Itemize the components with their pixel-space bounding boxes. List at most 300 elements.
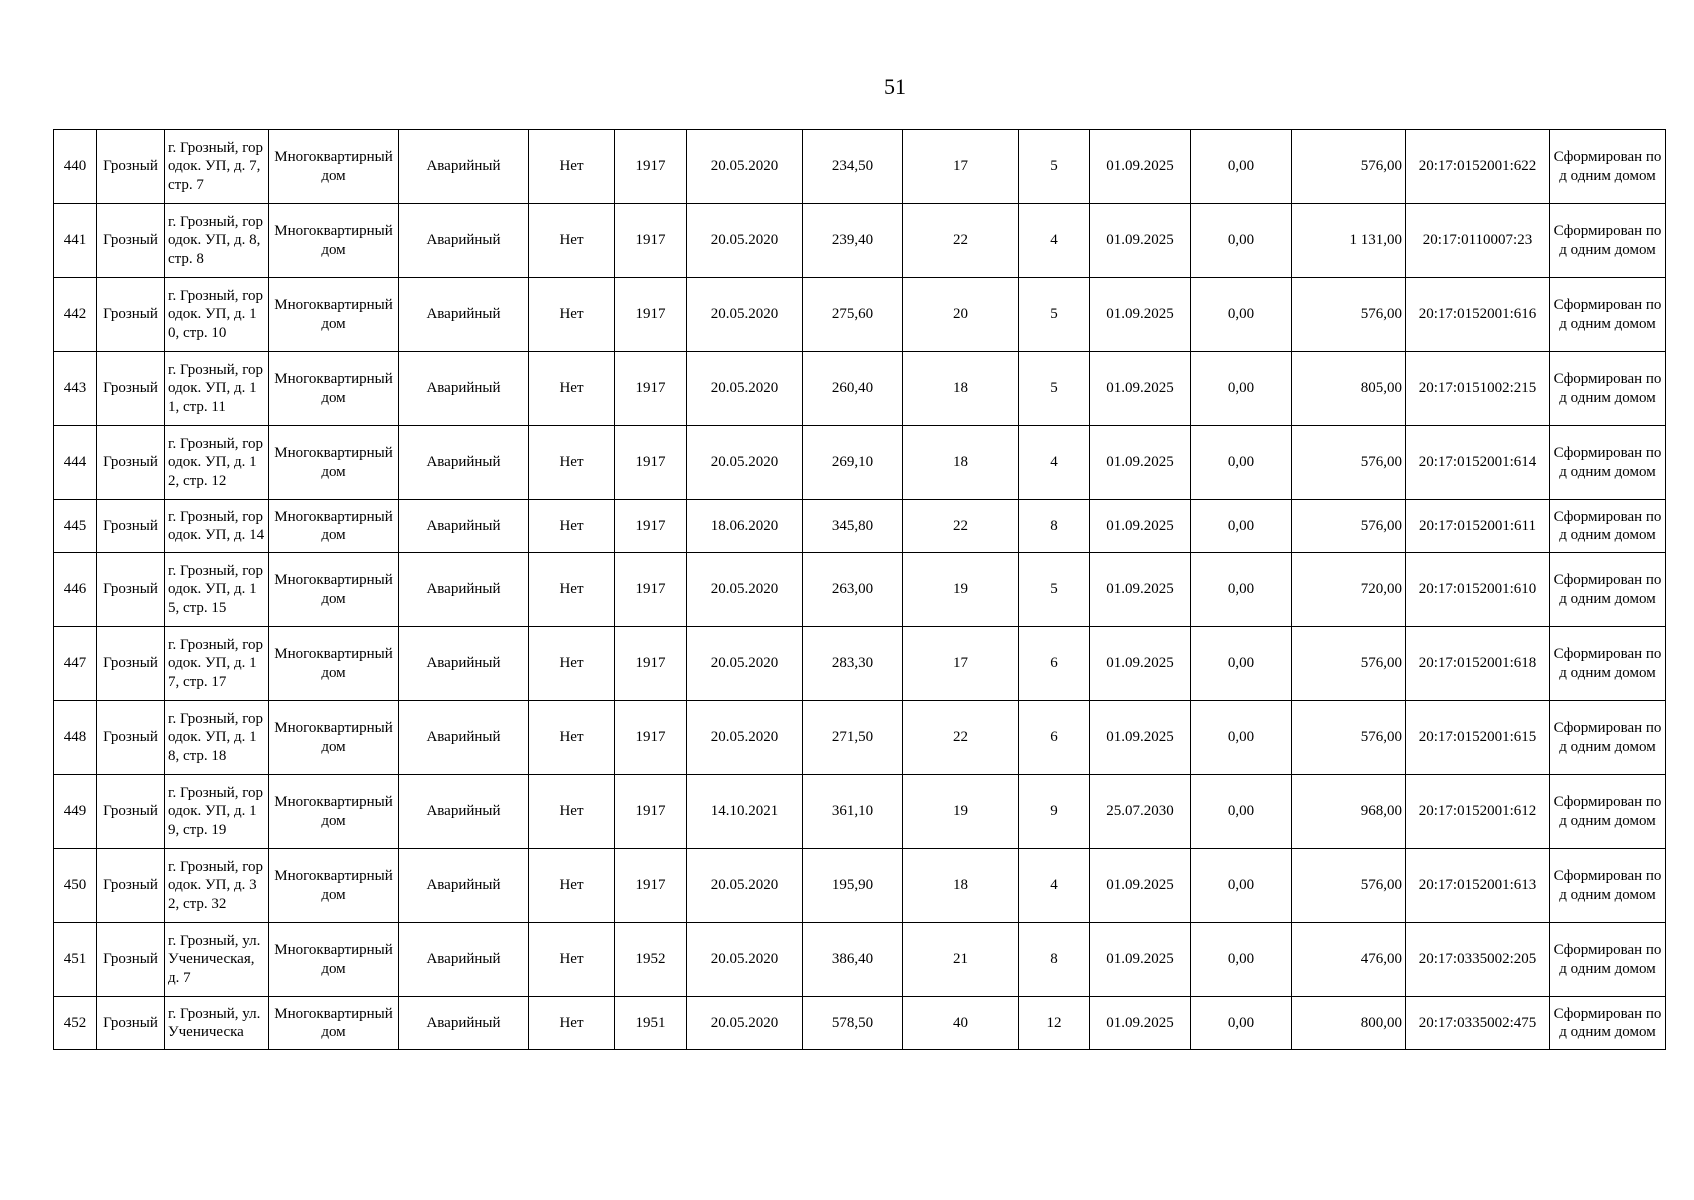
row-number-cell: [54, 627, 97, 701]
note-cell-text: Сформирован под одним домом: [1553, 572, 1662, 607]
recognition-date-cell: [687, 130, 803, 204]
flag-cell: [529, 500, 615, 553]
city-cell-text: Грозный: [103, 380, 158, 397]
note-cell: [1550, 701, 1666, 775]
note-cell-text: Сформирован под одним домом: [1553, 508, 1662, 543]
value-cell-text: 0,00: [1227, 517, 1255, 534]
address-cell-text: г. Грозный, ул. Ученическа: [168, 1005, 261, 1040]
residents-cell: [903, 426, 1019, 500]
cadastral-number-cell: [1406, 553, 1550, 627]
row-number-cell-text: 440: [63, 158, 87, 175]
residents-cell-text: 18: [953, 380, 968, 397]
status-cell-text: Аварийный: [426, 803, 501, 820]
area-cell-text: 345,80: [831, 517, 874, 534]
city-cell-text: Грозный: [103, 232, 158, 249]
area-cell: [803, 997, 903, 1050]
flag-cell: [529, 204, 615, 278]
residents-cell: [903, 500, 1019, 553]
year-cell-text: 1917: [635, 803, 666, 820]
status-cell: [399, 278, 529, 352]
status-cell: [399, 701, 529, 775]
value-cell-text: 0,00: [1227, 877, 1255, 894]
flag-cell: [529, 278, 615, 352]
cadastral-number-cell: [1406, 352, 1550, 426]
cadastral-number-cell-text: 20:17:0110007:23: [1422, 232, 1533, 249]
recognition-date-cell: [687, 775, 803, 849]
residents-cell-text: 21: [953, 951, 968, 968]
note-cell-text: Сформирован под одним домом: [1553, 149, 1662, 184]
flag-cell: [529, 849, 615, 923]
land-area-cell: [1292, 278, 1406, 352]
address-cell-text: г. Грозный, городок. УП, д. 7, стр. 7: [168, 139, 264, 193]
area-cell: [803, 352, 903, 426]
planned-date-cell: [1090, 849, 1191, 923]
note-cell-text: Сформирован под одним домом: [1553, 942, 1662, 977]
row-number-cell: [54, 553, 97, 627]
row-number-cell-text: 449: [63, 803, 87, 820]
land-area-cell-text: 576,00: [1360, 517, 1402, 534]
flag-cell: [529, 426, 615, 500]
year-cell-text: 1917: [635, 158, 666, 175]
recognition-date-cell-text: 20.05.2020: [710, 454, 779, 471]
note-cell: [1550, 775, 1666, 849]
area-cell: [803, 775, 903, 849]
table-row: [54, 204, 1666, 278]
units-cell: [1019, 278, 1090, 352]
cadastral-number-cell: [1406, 130, 1550, 204]
flag-cell: [529, 997, 615, 1050]
value-cell: [1191, 701, 1292, 775]
recognition-date-cell: [687, 923, 803, 997]
flag-cell-text: Нет: [559, 232, 584, 249]
recognition-date-cell-text: 20.05.2020: [710, 655, 779, 672]
cadastral-number-cell: [1406, 278, 1550, 352]
address-cell-text: г. Грозный, городок. УП, д. 10, стр. 10: [168, 287, 264, 341]
year-cell-text: 1917: [635, 232, 666, 249]
planned-date-cell-text: 01.09.2025: [1106, 1014, 1174, 1031]
note-cell: [1550, 997, 1666, 1050]
value-cell: [1191, 204, 1292, 278]
recognition-date-cell: [687, 278, 803, 352]
note-cell-text: Сформирован под одним домом: [1553, 1005, 1662, 1040]
cadastral-number-cell-text: 20:17:0152001:611: [1419, 517, 1536, 534]
house-type-cell: [269, 352, 399, 426]
flag-cell-text: Нет: [559, 877, 584, 894]
residents-cell: [903, 352, 1019, 426]
city-cell: [97, 553, 165, 627]
flag-cell-text: Нет: [559, 158, 584, 175]
area-cell-text: 234,50: [831, 158, 874, 175]
table-row: [54, 849, 1666, 923]
flag-cell: [529, 923, 615, 997]
units-cell-text: 5: [1050, 380, 1058, 397]
status-cell-text: Аварийный: [426, 232, 501, 249]
address-cell: [165, 204, 269, 278]
city-cell-text: Грозный: [103, 655, 158, 672]
city-cell-text: Грозный: [103, 729, 158, 746]
land-area-cell-text: 576,00: [1360, 655, 1402, 672]
land-area-cell-text: 576,00: [1360, 729, 1402, 746]
value-cell: [1191, 923, 1292, 997]
area-cell: [803, 426, 903, 500]
recognition-date-cell: [687, 352, 803, 426]
land-area-cell-text: 476,00: [1360, 951, 1402, 968]
status-cell: [399, 130, 529, 204]
address-cell-text: г. Грозный, городок. УП, д. 11, стр. 11: [168, 361, 264, 415]
residents-cell-text: 18: [953, 877, 968, 894]
cadastral-number-cell-text: 20:17:0152001:614: [1418, 454, 1537, 471]
area-cell-text: 269,10: [831, 454, 874, 471]
value-cell-text: 0,00: [1227, 454, 1255, 471]
area-cell: [803, 500, 903, 553]
house-type-cell-text: Многоквартирный дом: [274, 223, 393, 258]
cadastral-number-cell-text: 20:17:0152001:615: [1418, 729, 1537, 746]
flag-cell-text: Нет: [559, 454, 584, 471]
year-cell-text: 1917: [635, 655, 666, 672]
note-cell-text: Сформирован под одним домом: [1553, 371, 1662, 406]
residents-cell: [903, 278, 1019, 352]
units-cell-text: 5: [1050, 306, 1058, 323]
city-cell: [97, 278, 165, 352]
house-type-cell: [269, 997, 399, 1050]
area-cell: [803, 701, 903, 775]
area-cell-text: 275,60: [831, 306, 874, 323]
units-cell-text: 5: [1050, 581, 1058, 598]
row-number-cell: [54, 130, 97, 204]
table-row: [54, 627, 1666, 701]
row-number-cell: [54, 500, 97, 553]
table-row: [54, 278, 1666, 352]
year-cell: [615, 204, 687, 278]
value-cell: [1191, 500, 1292, 553]
area-cell-text: 239,40: [831, 232, 874, 249]
status-cell-text: Аварийный: [426, 380, 501, 397]
address-cell-text: г. Грозный, городок. УП, д. 15, стр. 15: [168, 562, 264, 616]
land-area-cell-text: 1 131,00: [1349, 232, 1402, 249]
housing-registry-table: [53, 129, 1666, 1050]
address-cell: [165, 352, 269, 426]
planned-date-cell-text: 01.09.2025: [1106, 581, 1174, 598]
recognition-date-cell-text: 20.05.2020: [710, 1014, 779, 1031]
area-cell: [803, 923, 903, 997]
table-row: [54, 426, 1666, 500]
house-type-cell-text: Многоквартирный дом: [274, 1005, 393, 1040]
land-area-cell-text: 720,00: [1360, 581, 1402, 598]
planned-date-cell: [1090, 278, 1191, 352]
recognition-date-cell: [687, 426, 803, 500]
city-cell: [97, 849, 165, 923]
value-cell: [1191, 997, 1292, 1050]
house-type-cell: [269, 130, 399, 204]
address-cell-text: г. Грозный, городок. УП, д. 19, стр. 19: [168, 784, 264, 838]
house-type-cell-text: Многоквартирный дом: [274, 445, 393, 480]
status-cell-text: Аварийный: [426, 951, 501, 968]
cadastral-number-cell-text: 20:17:0335002:475: [1418, 1014, 1537, 1031]
status-cell-text: Аварийный: [426, 454, 501, 471]
city-cell: [97, 701, 165, 775]
land-area-cell: [1292, 500, 1406, 553]
units-cell-text: 4: [1050, 454, 1058, 471]
flag-cell-text: Нет: [559, 581, 584, 598]
row-number-cell: [54, 997, 97, 1050]
land-area-cell: [1292, 352, 1406, 426]
status-cell-text: Аварийный: [426, 655, 501, 672]
units-cell-text: 4: [1050, 877, 1058, 894]
year-cell: [615, 500, 687, 553]
recognition-date-cell-text: 20.05.2020: [710, 306, 779, 323]
residents-cell-text: 22: [953, 232, 968, 249]
note-cell-text: Сформирован под одним домом: [1553, 720, 1662, 755]
address-cell: [165, 923, 269, 997]
city-cell: [97, 130, 165, 204]
status-cell: [399, 775, 529, 849]
house-type-cell-text: Многоквартирный дом: [274, 508, 393, 543]
flag-cell: [529, 627, 615, 701]
table-row: [54, 500, 1666, 553]
planned-date-cell-text: 01.09.2025: [1106, 655, 1174, 672]
recognition-date-cell-text: 18.06.2020: [710, 517, 779, 534]
cadastral-number-cell-text: 20:17:0152001:622: [1418, 158, 1537, 175]
residents-cell: [903, 923, 1019, 997]
value-cell: [1191, 130, 1292, 204]
recognition-date-cell-text: 20.05.2020: [710, 158, 779, 175]
planned-date-cell: [1090, 352, 1191, 426]
area-cell-text: 361,10: [831, 803, 874, 820]
residents-cell-text: 22: [953, 517, 968, 534]
units-cell-text: 12: [1046, 1014, 1062, 1031]
year-cell-text: 1917: [635, 729, 666, 746]
address-cell-text: г. Грозный, городок. УП, д. 8, стр. 8: [168, 213, 264, 267]
flag-cell: [529, 553, 615, 627]
units-cell: [1019, 849, 1090, 923]
area-cell-text: 386,40: [831, 951, 874, 968]
planned-date-cell: [1090, 204, 1191, 278]
area-cell: [803, 204, 903, 278]
area-cell: [803, 553, 903, 627]
status-cell: [399, 500, 529, 553]
page-number: 51: [884, 74, 906, 99]
value-cell: [1191, 553, 1292, 627]
flag-cell-text: Нет: [559, 380, 584, 397]
residents-cell-text: 22: [953, 729, 968, 746]
house-type-cell-text: Многоквартирный дом: [274, 572, 393, 607]
status-cell-text: Аварийный: [426, 306, 501, 323]
address-cell: [165, 775, 269, 849]
year-cell: [615, 627, 687, 701]
units-cell-text: 9: [1050, 803, 1058, 820]
city-cell-text: Грозный: [103, 306, 158, 323]
house-type-cell: [269, 204, 399, 278]
land-area-cell: [1292, 849, 1406, 923]
flag-cell: [529, 701, 615, 775]
status-cell-text: Аварийный: [426, 877, 501, 894]
address-cell-text: г. Грозный, городок. УП, д. 12, стр. 12: [168, 435, 264, 489]
residents-cell-text: 17: [953, 158, 968, 175]
area-cell-text: 195,90: [831, 877, 874, 894]
address-cell: [165, 997, 269, 1050]
recognition-date-cell: [687, 849, 803, 923]
note-cell: [1550, 923, 1666, 997]
note-cell: [1550, 627, 1666, 701]
city-cell-text: Грозный: [103, 158, 158, 175]
note-cell: [1550, 849, 1666, 923]
table-body: [54, 130, 1666, 1050]
recognition-date-cell-text: 20.05.2020: [710, 877, 779, 894]
land-area-cell-text: 805,00: [1360, 380, 1402, 397]
note-cell-text: Сформирован под одним домом: [1553, 646, 1662, 681]
units-cell: [1019, 553, 1090, 627]
cadastral-number-cell-text: 20:17:0152001:610: [1418, 581, 1537, 598]
row-number-cell: [54, 426, 97, 500]
address-cell-text: г. Грозный, городок. УП, д. 18, стр. 18: [168, 710, 264, 764]
units-cell: [1019, 775, 1090, 849]
house-type-cell-text: Многоквартирный дом: [274, 297, 393, 332]
status-cell: [399, 553, 529, 627]
flag-cell-text: Нет: [559, 306, 584, 323]
city-cell: [97, 204, 165, 278]
residents-cell-text: 18: [953, 454, 968, 471]
planned-date-cell-text: 01.09.2025: [1106, 380, 1174, 397]
planned-date-cell-text: 01.09.2025: [1106, 306, 1174, 323]
value-cell-text: 0,00: [1227, 306, 1255, 323]
land-area-cell: [1292, 627, 1406, 701]
planned-date-cell-text: 01.09.2025: [1106, 729, 1174, 746]
recognition-date-cell: [687, 500, 803, 553]
year-cell: [615, 997, 687, 1050]
flag-cell-text: Нет: [559, 655, 584, 672]
city-cell-text: Грозный: [103, 1014, 158, 1031]
city-cell-text: Грозный: [103, 454, 158, 471]
land-area-cell: [1292, 426, 1406, 500]
recognition-date-cell-text: 20.05.2020: [710, 232, 779, 249]
address-cell-text: г. Грозный, городок. УП, д. 32, стр. 32: [168, 858, 264, 912]
status-cell-text: Аварийный: [426, 581, 501, 598]
cadastral-number-cell-text: 20:17:0152001:618: [1418, 655, 1537, 672]
row-number-cell-text: 444: [63, 454, 87, 471]
row-number-cell-text: 446: [63, 581, 87, 598]
note-cell: [1550, 130, 1666, 204]
residents-cell: [903, 997, 1019, 1050]
planned-date-cell: [1090, 553, 1191, 627]
address-cell: [165, 426, 269, 500]
value-cell: [1191, 278, 1292, 352]
row-number-cell-text: 441: [63, 232, 87, 249]
land-area-cell-text: 576,00: [1360, 877, 1402, 894]
year-cell-text: 1917: [635, 517, 666, 534]
flag-cell-text: Нет: [559, 1014, 584, 1031]
land-area-cell: [1292, 701, 1406, 775]
address-cell: [165, 130, 269, 204]
status-cell-text: Аварийный: [426, 1014, 501, 1031]
table-row: [54, 923, 1666, 997]
cadastral-number-cell: [1406, 500, 1550, 553]
house-type-cell: [269, 278, 399, 352]
year-cell: [615, 775, 687, 849]
planned-date-cell: [1090, 923, 1191, 997]
cadastral-number-cell-text: 20:17:0152001:616: [1418, 306, 1537, 323]
cadastral-number-cell-text: 20:17:0335002:205: [1418, 951, 1537, 968]
city-cell: [97, 997, 165, 1050]
cadastral-number-cell-text: 20:17:0152001:612: [1418, 803, 1537, 820]
planned-date-cell-text: 01.09.2025: [1106, 877, 1174, 894]
table-row: [54, 701, 1666, 775]
city-cell-text: Грозный: [103, 581, 158, 598]
status-cell: [399, 997, 529, 1050]
value-cell: [1191, 426, 1292, 500]
city-cell: [97, 426, 165, 500]
address-cell: [165, 553, 269, 627]
land-area-cell: [1292, 923, 1406, 997]
address-cell: [165, 278, 269, 352]
recognition-date-cell: [687, 204, 803, 278]
cadastral-number-cell: [1406, 923, 1550, 997]
residents-cell-text: 20: [953, 306, 968, 323]
units-cell-text: 6: [1050, 729, 1058, 746]
address-cell-text: г. Грозный, городок. УП, д. 17, стр. 17: [168, 636, 264, 690]
planned-date-cell: [1090, 775, 1191, 849]
units-cell-text: 8: [1050, 517, 1058, 534]
residents-cell: [903, 130, 1019, 204]
address-cell: [165, 627, 269, 701]
row-number-cell-text: 451: [63, 951, 87, 968]
cadastral-number-cell-text: 20:17:0151002:215: [1418, 380, 1537, 397]
address-cell-text: г. Грозный, ул. Ученическая, д. 7: [168, 932, 261, 986]
cadastral-number-cell: [1406, 204, 1550, 278]
house-type-cell: [269, 701, 399, 775]
recognition-date-cell-text: 20.05.2020: [710, 380, 779, 397]
table-row: [54, 352, 1666, 426]
planned-date-cell-text: 01.09.2025: [1106, 232, 1174, 249]
residents-cell: [903, 627, 1019, 701]
area-cell: [803, 278, 903, 352]
value-cell-text: 0,00: [1227, 581, 1255, 598]
row-number-cell: [54, 204, 97, 278]
city-cell-text: Грозный: [103, 951, 158, 968]
note-cell: [1550, 278, 1666, 352]
residents-cell-text: 17: [953, 655, 968, 672]
land-area-cell-text: 576,00: [1360, 306, 1402, 323]
address-cell: [165, 849, 269, 923]
house-type-cell-text: Многоквартирный дом: [274, 371, 393, 406]
note-cell: [1550, 500, 1666, 553]
residents-cell-text: 40: [953, 1014, 968, 1031]
table-row: [54, 775, 1666, 849]
residents-cell: [903, 775, 1019, 849]
cadastral-number-cell: [1406, 627, 1550, 701]
units-cell: [1019, 130, 1090, 204]
row-number-cell: [54, 775, 97, 849]
house-type-cell: [269, 500, 399, 553]
planned-date-cell-text: 01.09.2025: [1106, 517, 1174, 534]
units-cell: [1019, 426, 1090, 500]
area-cell: [803, 849, 903, 923]
planned-date-cell-text: 01.09.2025: [1106, 158, 1174, 175]
flag-cell-text: Нет: [559, 803, 584, 820]
row-number-cell: [54, 352, 97, 426]
row-number-cell: [54, 849, 97, 923]
land-area-cell-text: 968,00: [1360, 803, 1402, 820]
address-cell: [165, 500, 269, 553]
area-cell-text: 271,50: [831, 729, 874, 746]
row-number-cell-text: 448: [63, 729, 87, 746]
row-number-cell: [54, 923, 97, 997]
value-cell-text: 0,00: [1227, 158, 1255, 175]
status-cell: [399, 204, 529, 278]
cadastral-number-cell: [1406, 775, 1550, 849]
value-cell-text: 0,00: [1227, 1014, 1255, 1031]
row-number-cell-text: 443: [63, 380, 87, 397]
recognition-date-cell-text: 20.05.2020: [710, 729, 779, 746]
